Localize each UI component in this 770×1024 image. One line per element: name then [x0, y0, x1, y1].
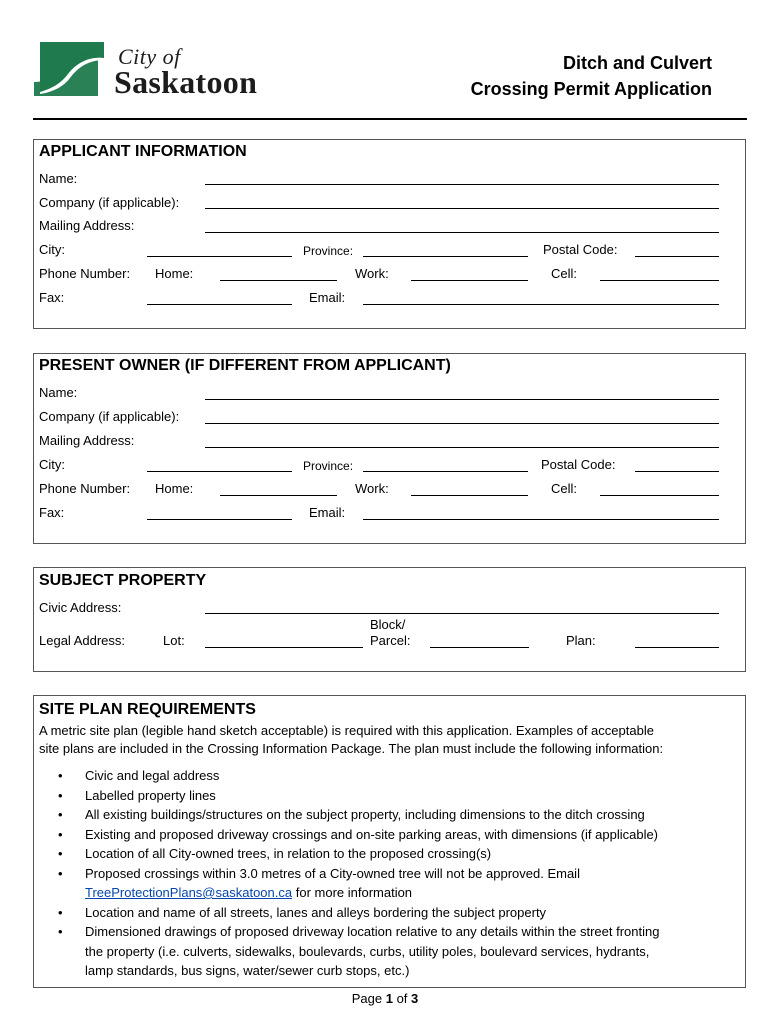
owner-work-phone-field[interactable] — [411, 495, 528, 496]
owner-section — [33, 353, 746, 544]
owner-fax-field[interactable] — [147, 519, 292, 520]
requirement-text: Existing and proposed driveway crossings and on-site parking areas, with dimensions (if applicable) — [85, 826, 659, 842]
civic-address-label: Civic Address: — [39, 600, 122, 615]
owner-email-field[interactable] — [363, 519, 719, 520]
bullet-icon: • — [58, 904, 63, 920]
bullet-icon: • — [58, 807, 63, 822]
bullet-icon: • — [58, 865, 63, 881]
owner-name-label: Name: — [39, 385, 78, 400]
city-logo-icon — [34, 42, 104, 96]
header-divider — [33, 118, 747, 120]
applicant-email-label: Email: — [309, 290, 346, 305]
owner-home-phone-field[interactable] — [220, 495, 337, 496]
owner-cell-phone-field[interactable] — [600, 495, 719, 496]
applicant-province-field[interactable] — [363, 256, 528, 257]
applicant-section — [33, 139, 746, 329]
civic-address-field[interactable] — [205, 613, 719, 614]
owner-company-field[interactable] — [205, 423, 719, 424]
owner-company-label: Company (if applicable): — [39, 409, 180, 424]
owner-city-label: City: — [39, 457, 65, 472]
bullet-icon: • — [58, 768, 63, 783]
block-parcel-field[interactable] — [430, 647, 529, 648]
page-total: 3 — [411, 991, 419, 1006]
logo-text-saskatoon: Saskatoon — [114, 64, 258, 100]
applicant-phone-label: Phone Number: — [39, 266, 131, 281]
block-label: Block/ — [370, 617, 406, 632]
applicant-fax-label: Fax: — [39, 290, 65, 305]
lot-label: Lot: — [163, 633, 185, 648]
list-item — [58, 825, 718, 845]
requirement-text: Dimensioned drawings of proposed driveway location relative to any details within the street fronting — [85, 924, 660, 939]
applicant-email-field[interactable] — [363, 304, 719, 305]
plan-label: Plan: — [566, 633, 596, 648]
applicant-work-phone-field[interactable] — [411, 280, 528, 281]
applicant-name-field[interactable] — [205, 184, 719, 185]
property-section-title: SUBJECT PROPERTY — [39, 572, 207, 589]
list-item — [58, 844, 718, 864]
applicant-section-title: APPLICANT INFORMATION — [39, 143, 247, 160]
list-item — [58, 805, 718, 825]
applicant-mailing-label: Mailing Address: — [39, 218, 135, 233]
page-footer — [0, 991, 770, 1006]
applicant-province-label: Province: — [303, 244, 354, 258]
list-item — [58, 766, 718, 786]
applicant-postal-label: Postal Code: — [543, 242, 618, 257]
plan-field[interactable] — [635, 647, 719, 648]
requirement-text: Location and name of all streets, lanes and alleys bordering the subject property — [85, 904, 547, 920]
applicant-home-phone-field[interactable] — [220, 280, 337, 281]
applicant-cell-label: Cell: — [551, 266, 578, 281]
bullet-icon: • — [58, 924, 63, 939]
owner-fax-label: Fax: — [39, 505, 65, 520]
owner-home-label: Home: — [155, 481, 194, 496]
site-plan-section-title: SITE PLAN REQUIREMENTS — [39, 701, 256, 718]
owner-mailing-label: Mailing Address: — [39, 433, 135, 448]
applicant-name-label: Name: — [39, 171, 78, 186]
applicant-mailing-field[interactable] — [205, 232, 719, 233]
tree-protection-email-link[interactable]: TreeProtectionPlans@saskatoon.ca — [85, 885, 293, 900]
owner-postal-label: Postal Code: — [541, 457, 616, 472]
requirement-text: Civic and legal address — [85, 768, 220, 783]
list-item — [58, 922, 718, 981]
owner-cell-label: Cell: — [551, 481, 578, 496]
of-word: of — [396, 991, 408, 1006]
list-item — [58, 903, 718, 923]
page-word: Page — [351, 991, 383, 1006]
owner-work-label: Work: — [355, 481, 389, 496]
owner-phone-label: Phone Number: — [39, 481, 131, 496]
requirement-text-suffix: for more information — [292, 885, 413, 900]
requirement-text: the property (i.e. culverts, sidewalks, boulevards, curbs, utility poles, boulevard services, hydrants, — [85, 943, 650, 959]
legal-address-label: Legal Address: — [39, 633, 126, 648]
owner-province-field[interactable] — [363, 471, 528, 472]
applicant-city-label: City: — [39, 242, 65, 257]
applicant-company-field[interactable] — [205, 208, 719, 209]
page-number: 1 — [385, 991, 393, 1006]
owner-city-field[interactable] — [147, 471, 292, 472]
bullet-icon: • — [58, 846, 63, 861]
owner-email-label: Email: — [309, 505, 346, 520]
applicant-postal-field[interactable] — [635, 256, 719, 257]
site-plan-requirements-list — [58, 766, 718, 981]
owner-province-label: Province: — [303, 459, 354, 473]
applicant-home-label: Home: — [155, 266, 194, 281]
applicant-city-field[interactable] — [147, 256, 292, 257]
requirement-text: All existing buildings/structures on the subject property, including dimensions to the ditch crossing — [85, 807, 645, 822]
applicant-company-label: Company (if applicable): — [39, 195, 180, 210]
list-item — [58, 786, 718, 806]
requirement-text: Labelled property lines — [85, 787, 216, 803]
bullet-icon: • — [58, 826, 63, 842]
applicant-cell-phone-field[interactable] — [600, 280, 719, 281]
list-item — [58, 864, 718, 903]
owner-name-field[interactable] — [205, 399, 719, 400]
owner-mailing-field[interactable] — [205, 447, 719, 448]
applicant-work-label: Work: — [355, 266, 389, 281]
applicant-fax-field[interactable] — [147, 304, 292, 305]
requirement-text: Location of all City-owned trees, in relation to the proposed crossing(s) — [85, 846, 492, 861]
logo-text-city-of: City of — [118, 44, 181, 69]
bullet-icon: • — [58, 787, 63, 803]
requirement-text: lamp standards, bus signs, water/sewer curb stops, etc.) — [85, 963, 410, 978]
parcel-label: Parcel: — [370, 633, 411, 648]
document-title-line1: Ditch and Culvert — [562, 53, 712, 73]
requirement-text: Proposed crossings within 3.0 metres of a City-owned tree will not be approved. Email — [85, 865, 580, 881]
site-plan-intro-line1: A metric site plan (legible hand sketch acceptable) is required with this application. Examples of acceptable — [39, 723, 654, 738]
document-title-line2: Crossing Permit Application — [470, 79, 712, 99]
site-plan-intro-line2: site plans are included in the Crossing Information Package. The plan must include the following information: — [39, 741, 664, 756]
lot-field[interactable] — [205, 647, 363, 648]
owner-postal-field[interactable] — [635, 471, 719, 472]
owner-section-title: PRESENT OWNER (IF DIFFERENT FROM APPLICANT) — [39, 357, 451, 374]
